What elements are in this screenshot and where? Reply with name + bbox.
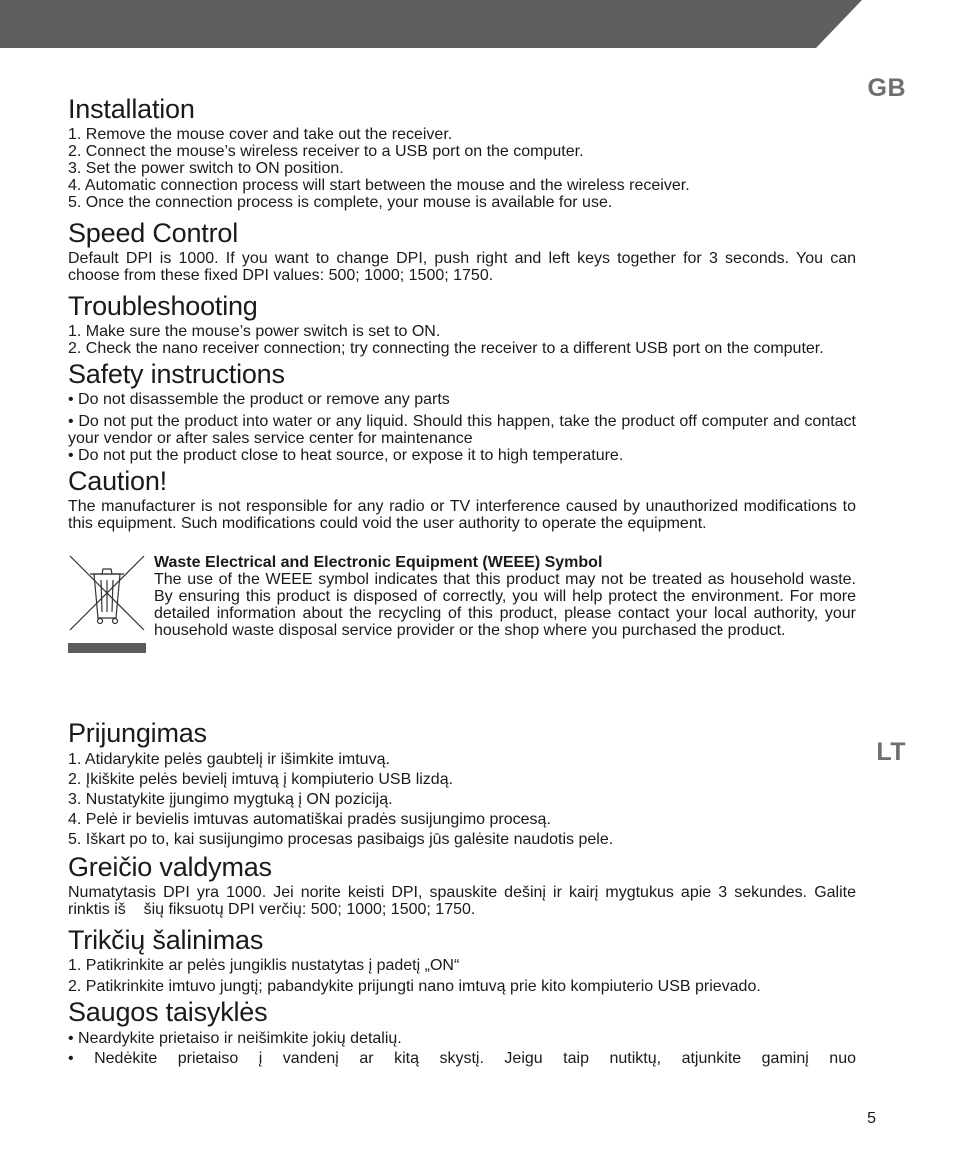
caution-heading: Caution!: [68, 466, 167, 496]
list-item: 4. Automatic connection process will start between the mouse and the wireless receiver.: [68, 177, 690, 194]
saugos-heading: Saugos taisyklės: [68, 997, 268, 1027]
safety-item-2: • Do not put the product into water or any liquid. Should this happen, take the product off computer and contact your vendor or after sales service center for maintenance: [68, 413, 856, 447]
weee-bin-icon: [68, 554, 146, 654]
page-number: 5: [867, 1110, 876, 1127]
weee-description: The use of the WEEE symbol indicates that this product may not be treated as household waste. By ensuring this product is disposed of correctly, you will help protect the environment. For more detailed information about the recycling of this product, please contact your local authority, your household waste disposal service provider or the shop where you purchased the product.: [154, 571, 856, 639]
language-marker-lt: LT: [876, 738, 906, 766]
troubleshooting-item-1: 1. Make sure the mouse’s power switch is set to ON.: [68, 323, 441, 340]
speed-control-text: Default DPI is 1000. If you want to change DPI, push right and left keys together for 3 seconds. You can choose from these fixed DPI values: 500; 1000; 1500; 1750.: [68, 250, 856, 284]
installation-heading: Installation: [68, 94, 195, 124]
greicio-text: Numatytasis DPI yra 1000. Jei norite keisti DPI, spauskite dešinį ir kairį mygtukus apie 3 sekundes. Galite rinktis iš šių fiksuotų DPI verčių: 500; 1000; 1500; 1750.: [68, 884, 861, 918]
header-band: [0, 0, 954, 48]
lt-section: [68, 716, 861, 1069]
list-item: 5. Once the connection process is complete, your mouse is available for use.: [68, 194, 613, 211]
trikciu-heading: Trikčių šalinimas: [68, 925, 264, 955]
language-marker-gb: GB: [867, 74, 906, 102]
list-item: 2. Connect the mouse’s wireless receiver to a USB port on the computer.: [68, 143, 584, 160]
list-item: 1. Remove the mouse cover and take out the receiver.: [68, 126, 453, 143]
saugos-item-1: • Neardykite prietaiso ir neišimkite jokių detalių.: [68, 1030, 402, 1047]
prijungimas-list: [68, 750, 856, 850]
list-item: 5. Iškart po to, kai susijungimo procesas pasibaigs jūs galėsite naudotis pele.: [68, 831, 614, 848]
safety-heading: Safety instructions: [68, 359, 285, 389]
weee-text-block: [154, 554, 856, 639]
safety-item-3: • Do not put the product close to heat source, or expose it to high temperature.: [68, 447, 624, 464]
safety-item-1: • Do not disassemble the product or remove any parts: [68, 391, 450, 408]
saugos-item-2: • Nedėkite prietaiso į vandenį ar kitą skystį. Jeigu taip nutiktų, atjunkite gaminį nuo: [68, 1050, 856, 1067]
trikciu-item-2: 2. Patikrinkite imtuvo jungtį; pabandykite prijungti nano imtuvą prie kito kompiuterio USB prievado.: [68, 978, 761, 995]
prijungimas-heading: Prijungimas: [68, 718, 207, 748]
list-item: 2. Įkiškite pelės bevielį imtuvą į kompiuterio USB lizdą.: [68, 771, 454, 788]
trikciu-item-1: 1. Patikrinkite ar pelės jungiklis nustatytas į padetį „ON“: [68, 957, 460, 974]
greicio-heading: Greičio valdymas: [68, 852, 272, 882]
list-item: 3. Set the power switch to ON position.: [68, 160, 344, 177]
speed-control-heading: Speed Control: [68, 218, 239, 248]
list-item: 1. Atidarykite pelės gaubtelį ir išimkite imtuvą.: [68, 751, 390, 768]
gb-section: [68, 92, 856, 664]
caution-text: The manufacturer is not responsible for any radio or TV interference caused by unauthorized modifications to this equipment. Such modifications could void the user authority to operate the equipment.: [68, 498, 856, 532]
installation-list: [68, 126, 856, 211]
list-item: 4. Pelė ir bevielis imtuvas automatiškai pradės susijungimo procesą.: [68, 811, 551, 828]
weee-notice: [68, 554, 856, 664]
weee-title: Waste Electrical and Electronic Equipment (WEEE) Symbol: [154, 554, 603, 571]
troubleshooting-item-2: 2. Check the nano receiver connection; try connecting the receiver to a different USB port on the computer.: [68, 340, 824, 357]
troubleshooting-heading: Troubleshooting: [68, 291, 258, 321]
list-item: 3. Nustatykite įjungimo mygtuką į ON poziciją.: [68, 791, 393, 808]
